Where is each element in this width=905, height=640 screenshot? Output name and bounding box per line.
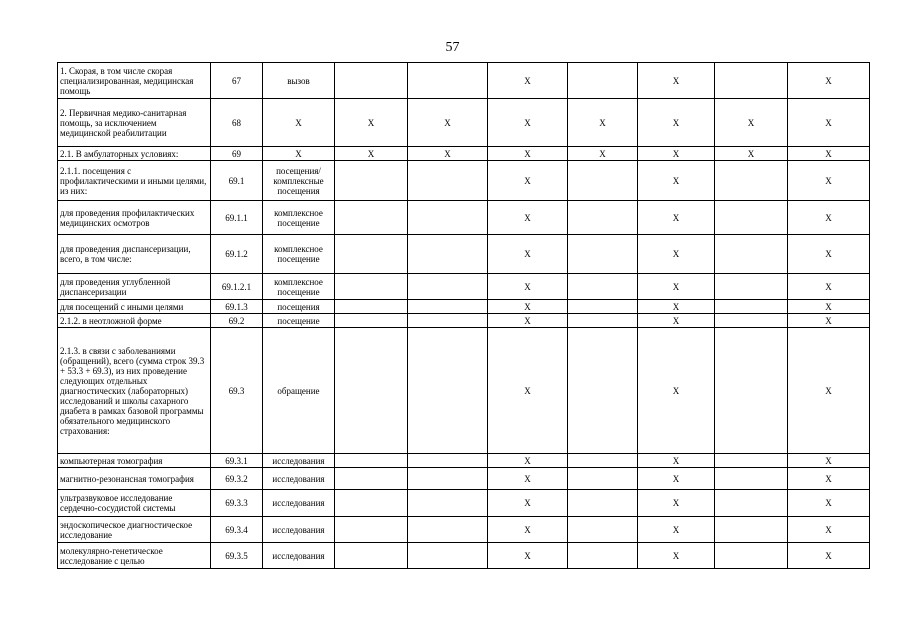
row-code-cell: 69.3.3	[211, 490, 263, 517]
col5-cell: X	[488, 300, 568, 314]
col6-cell	[568, 454, 638, 468]
row-unit-cell: обращение	[263, 328, 335, 454]
col9-cell: X	[788, 201, 870, 235]
row-name-cell: 1. Скорая, в том числе скорая специализированная, медицинская помощь	[58, 63, 211, 99]
col3-cell	[335, 161, 408, 201]
col6-cell	[568, 161, 638, 201]
col8-cell	[715, 454, 788, 468]
col3-cell	[335, 328, 408, 454]
row-code-cell: 69.3	[211, 328, 263, 454]
col9-cell: X	[788, 454, 870, 468]
row-code-cell: 69.3.1	[211, 454, 263, 468]
col8-cell	[715, 235, 788, 274]
col4-cell	[408, 490, 488, 517]
table-row	[58, 63, 870, 99]
col9-cell: X	[788, 63, 870, 99]
col8-cell	[715, 517, 788, 543]
col3-cell	[335, 274, 408, 300]
col7-cell: X	[638, 543, 715, 569]
col4-cell	[408, 328, 488, 454]
col5-cell: X	[488, 328, 568, 454]
col8-cell	[715, 300, 788, 314]
col8-cell	[715, 314, 788, 328]
col9-cell: X	[788, 235, 870, 274]
row-unit-cell: комплексное посещение	[263, 274, 335, 300]
col9-cell: X	[788, 99, 870, 147]
col3-cell	[335, 517, 408, 543]
col5-cell: X	[488, 201, 568, 235]
col4-cell	[408, 274, 488, 300]
col6-cell	[568, 468, 638, 490]
col3-cell	[335, 490, 408, 517]
row-name-cell: для проведения профилактических медицинских осмотров	[58, 201, 211, 235]
table-row	[58, 517, 870, 543]
col4-cell	[408, 235, 488, 274]
col4-cell	[408, 63, 488, 99]
col7-cell: X	[638, 468, 715, 490]
col8-cell: X	[715, 147, 788, 161]
row-unit-cell: посещение	[263, 314, 335, 328]
row-name-cell: 2.1.1. посещения с профилактическими и иными целями, из них:	[58, 161, 211, 201]
col4-cell	[408, 314, 488, 328]
col3-cell	[335, 63, 408, 99]
col3-cell	[335, 543, 408, 569]
col9-cell: X	[788, 300, 870, 314]
col8-cell: X	[715, 99, 788, 147]
table-row	[58, 543, 870, 569]
col7-cell: X	[638, 314, 715, 328]
col4-cell	[408, 543, 488, 569]
row-code-cell: 69.1	[211, 161, 263, 201]
col4-cell	[408, 161, 488, 201]
col5-cell: X	[488, 235, 568, 274]
data-table	[57, 62, 870, 569]
col5-cell: X	[488, 454, 568, 468]
row-unit-cell: исследования	[263, 543, 335, 569]
row-name-cell: магнитно-резонансная томография	[58, 468, 211, 490]
row-name-cell: 2.1.2. в неотложной форме	[58, 314, 211, 328]
col6-cell	[568, 235, 638, 274]
col9-cell: X	[788, 490, 870, 517]
col6-cell	[568, 314, 638, 328]
row-name-cell: ультразвуковое исследование сердечно-сосудистой системы	[58, 490, 211, 517]
row-code-cell: 69.2	[211, 314, 263, 328]
row-code-cell: 69.1.2	[211, 235, 263, 274]
col5-cell: X	[488, 517, 568, 543]
col4-cell	[408, 468, 488, 490]
col7-cell: X	[638, 99, 715, 147]
col7-cell: X	[638, 454, 715, 468]
row-unit-cell: X	[263, 147, 335, 161]
col3-cell	[335, 314, 408, 328]
col8-cell	[715, 63, 788, 99]
col4-cell: X	[408, 147, 488, 161]
table-row	[58, 454, 870, 468]
col5-cell: X	[488, 147, 568, 161]
row-code-cell: 69.1.2.1	[211, 274, 263, 300]
row-unit-cell: вызов	[263, 63, 335, 99]
row-name-cell: 2. Первичная медико-санитарная помощь, за исключением медицинской реабилитации	[58, 99, 211, 147]
col5-cell: X	[488, 543, 568, 569]
col8-cell	[715, 328, 788, 454]
col8-cell	[715, 161, 788, 201]
col5-cell: X	[488, 314, 568, 328]
col3-cell: X	[335, 99, 408, 147]
col6-cell	[568, 490, 638, 517]
table-row	[58, 274, 870, 300]
col7-cell: X	[638, 201, 715, 235]
col7-cell: X	[638, 328, 715, 454]
col7-cell: X	[638, 63, 715, 99]
col6-cell	[568, 543, 638, 569]
col7-cell: X	[638, 147, 715, 161]
col9-cell: X	[788, 328, 870, 454]
col9-cell: X	[788, 161, 870, 201]
row-name-cell: для проведения углубленной диспансеризации	[58, 274, 211, 300]
col7-cell: X	[638, 300, 715, 314]
table-row	[58, 300, 870, 314]
table-row	[58, 147, 870, 161]
row-name-cell: для посещений с иными целями	[58, 300, 211, 314]
table-row	[58, 161, 870, 201]
col5-cell: X	[488, 63, 568, 99]
col3-cell	[335, 454, 408, 468]
col8-cell	[715, 468, 788, 490]
table-row	[58, 328, 870, 454]
row-code-cell: 69.1.3	[211, 300, 263, 314]
row-unit-cell: исследования	[263, 490, 335, 517]
col7-cell: X	[638, 161, 715, 201]
table-row	[58, 201, 870, 235]
col5-cell: X	[488, 468, 568, 490]
row-unit-cell: посещения/комплексные посещения	[263, 161, 335, 201]
row-code-cell: 69.3.2	[211, 468, 263, 490]
row-unit-cell: исследования	[263, 468, 335, 490]
col5-cell: X	[488, 274, 568, 300]
row-unit-cell: комплексное посещение	[263, 235, 335, 274]
table-row	[58, 314, 870, 328]
table-body	[58, 63, 870, 569]
col6-cell: X	[568, 99, 638, 147]
row-code-cell: 69	[211, 147, 263, 161]
row-name-cell: для проведения диспансеризации, всего, в том числе:	[58, 235, 211, 274]
col6-cell	[568, 300, 638, 314]
col4-cell: X	[408, 99, 488, 147]
row-unit-cell: исследования	[263, 517, 335, 543]
row-code-cell: 69.1.1	[211, 201, 263, 235]
row-code-cell: 67	[211, 63, 263, 99]
col6-cell	[568, 201, 638, 235]
col8-cell	[715, 274, 788, 300]
row-name-cell: 2.1. В амбулаторных условиях:	[58, 147, 211, 161]
table-row	[58, 468, 870, 490]
col3-cell	[335, 468, 408, 490]
row-code-cell: 69.3.4	[211, 517, 263, 543]
col9-cell: X	[788, 517, 870, 543]
row-name-cell: молекулярно-генетическое исследование с целью	[58, 543, 211, 569]
col6-cell	[568, 63, 638, 99]
col3-cell	[335, 300, 408, 314]
table-row	[58, 99, 870, 147]
col9-cell: X	[788, 314, 870, 328]
col3-cell: X	[335, 147, 408, 161]
col4-cell	[408, 517, 488, 543]
row-unit-cell: исследования	[263, 454, 335, 468]
col6-cell	[568, 274, 638, 300]
col9-cell: X	[788, 274, 870, 300]
col7-cell: X	[638, 490, 715, 517]
row-code-cell: 69.3.5	[211, 543, 263, 569]
row-name-cell: компьютерная томография	[58, 454, 211, 468]
col6-cell	[568, 517, 638, 543]
col4-cell	[408, 201, 488, 235]
col7-cell: X	[638, 274, 715, 300]
col7-cell: X	[638, 235, 715, 274]
page-number: 57	[445, 40, 460, 55]
col8-cell	[715, 490, 788, 517]
col6-cell: X	[568, 147, 638, 161]
row-unit-cell: X	[263, 99, 335, 147]
col5-cell: X	[488, 161, 568, 201]
col4-cell	[408, 454, 488, 468]
col6-cell	[568, 328, 638, 454]
row-code-cell: 68	[211, 99, 263, 147]
col8-cell	[715, 201, 788, 235]
col4-cell	[408, 300, 488, 314]
row-unit-cell: комплексное посещение	[263, 201, 335, 235]
table-row	[58, 235, 870, 274]
col5-cell: X	[488, 490, 568, 517]
col7-cell: X	[638, 517, 715, 543]
col9-cell: X	[788, 543, 870, 569]
row-name-cell: эндоскопическое диагностическое исследование	[58, 517, 211, 543]
row-name-cell: 2.1.3. в связи с заболеваниями (обращений), всего (сумма строк 39.3 + 53.3 + 69.3), из них проведение следующих отдельных диагностических (лабораторных) исследований и школы сахарного диабета в рамках базовой программы обязательного медицинского страхования:	[58, 328, 211, 454]
col3-cell	[335, 235, 408, 274]
col3-cell	[335, 201, 408, 235]
table-row	[58, 490, 870, 517]
col9-cell: X	[788, 147, 870, 161]
row-unit-cell: посещения	[263, 300, 335, 314]
col8-cell	[715, 543, 788, 569]
col9-cell: X	[788, 468, 870, 490]
col5-cell: X	[488, 99, 568, 147]
